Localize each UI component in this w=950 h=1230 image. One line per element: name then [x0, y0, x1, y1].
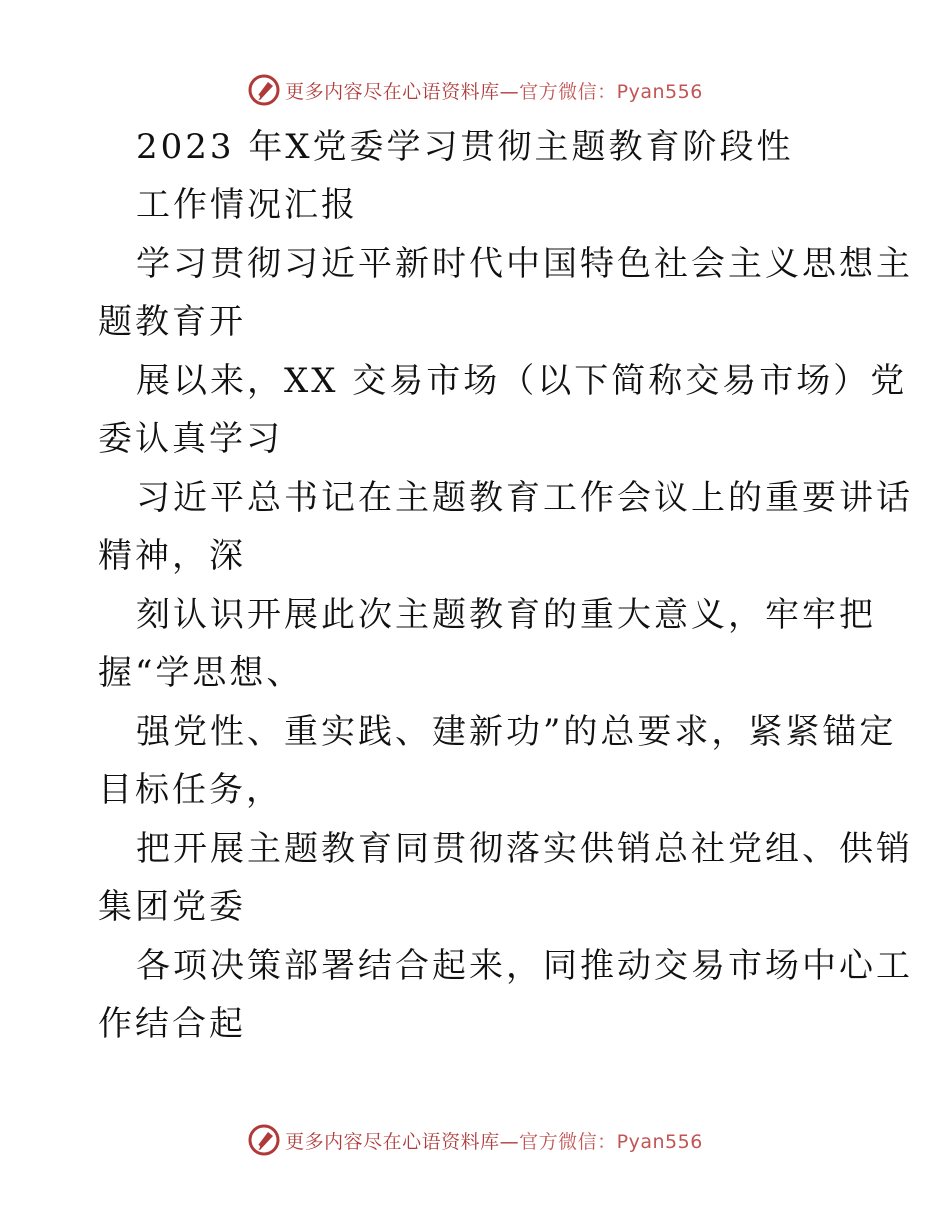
paragraph-line: 握“学思想、 [98, 653, 304, 693]
header-watermark [0, 70, 950, 110]
watermark-wechat-text: 官方微信：Pyan556 [519, 1130, 703, 1153]
paragraph-line: 刻认识开展此次主题教育的重大意义，牢牢把 [136, 595, 876, 635]
paragraph-line: 精神，深 [98, 536, 246, 576]
paragraph-line: 强党性、重实践、建新功”的总要求，紧紧锚定 [136, 712, 897, 752]
doc-title-line-1: 2023 年X党委学习贯彻主题教育阶段性 [136, 127, 794, 167]
paragraph-line: 作结合起 [98, 1004, 246, 1044]
paragraph-line: 题教育开 [98, 302, 246, 342]
paragraph-line: 目标任务， [98, 770, 283, 810]
paragraph-line: 学习贯彻习近平新时代中国特色社会主义思想主 [136, 244, 913, 284]
paragraph-line: 把开展主题教育同贯彻落实供销总社党组、供销 [136, 829, 913, 869]
doc-title-line-2: 工作情况汇报 [136, 185, 358, 225]
paragraph-line: 各项决策部署结合起来，同推动交易市场中心工 [136, 946, 913, 986]
paragraph-line: 集团党委 [98, 887, 246, 927]
watermark-main-text: 更多内容尽在心语资料库— [285, 1130, 520, 1153]
watermark-wechat-text: 官方微信：Pyan556 [519, 80, 703, 103]
pen-nib-logo-icon [247, 1123, 281, 1157]
paragraph-line: 委认真学习 [98, 419, 283, 459]
pen-nib-logo-icon [247, 73, 281, 107]
watermark-main-text: 更多内容尽在心语资料库— [285, 80, 520, 103]
paragraph-line: 展以来，XX 交易市场（以下简称交易市场）党 [136, 361, 908, 401]
footer-watermark [0, 1120, 950, 1160]
paragraph-line: 习近平总书记在主题教育工作会议上的重要讲话 [136, 478, 913, 518]
